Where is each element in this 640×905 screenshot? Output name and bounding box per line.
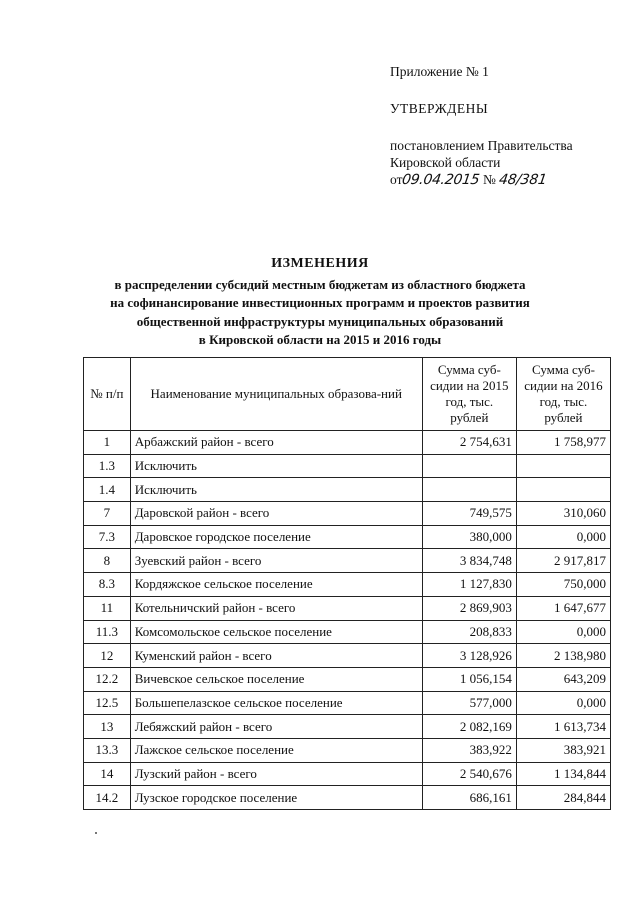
table-row — [84, 691, 611, 715]
document-title: ИЗМЕНЕНИЯ — [271, 256, 369, 271]
row-sum-2016: 310,060 — [516, 502, 610, 526]
row-number: 7.3 — [84, 525, 131, 549]
approved-label: УТВЕРЖДЕНЫ — [390, 101, 489, 116]
row-sum-2016: 750,000 — [516, 573, 610, 597]
table-row — [84, 667, 611, 691]
row-number: 8.3 — [84, 573, 131, 597]
table-row — [84, 786, 611, 810]
row-sum-2015: 2 082,169 — [422, 715, 516, 739]
row-number: 7 — [84, 502, 131, 526]
resolution-line-2: Кировской области — [390, 155, 501, 170]
row-name: Лузский район - всего — [130, 762, 422, 786]
table-row — [84, 644, 611, 668]
row-sum-2015: 1 056,154 — [422, 667, 516, 691]
header-num: № п/п — [84, 358, 131, 431]
row-name: Лажское сельское поселение — [130, 738, 422, 762]
table-row — [84, 525, 611, 549]
row-name: Вичевское сельское поселение — [130, 667, 422, 691]
row-sum-2015: 380,000 — [422, 525, 516, 549]
table-row — [84, 431, 611, 455]
title-line-2: на софинансирование инвестиционных программ и проектов развития — [110, 295, 530, 310]
table-row — [84, 738, 611, 762]
row-sum-2016 — [516, 478, 610, 502]
table-row — [84, 502, 611, 526]
title-line-1: в распределении субсидий местным бюджетам из областного бюджета — [114, 276, 526, 292]
row-name: Зуевский район - всего — [130, 549, 422, 573]
row-sum-2016: 2 917,817 — [516, 549, 610, 573]
table-row — [84, 454, 611, 478]
row-sum-2015: 383,922 — [422, 738, 516, 762]
header-name: Наименование муниципальных образова-ний — [130, 358, 422, 431]
row-sum-2016: 2 138,980 — [516, 644, 610, 668]
row-number: 11 — [84, 596, 131, 620]
handwritten-date: 09.04.2015 — [401, 172, 481, 188]
number-prefix: № — [483, 172, 496, 187]
row-sum-2015: 2 540,676 — [422, 762, 516, 786]
row-name: Котельничский район - всего — [130, 596, 422, 620]
row-sum-2016: 1 134,844 — [516, 762, 610, 786]
table-header-row — [84, 358, 611, 431]
row-number: 1 — [84, 431, 131, 455]
row-sum-2016: 0,000 — [516, 620, 610, 644]
row-sum-2015: 2 754,631 — [422, 431, 516, 455]
row-sum-2015: 686,161 — [422, 786, 516, 810]
approval-header — [390, 63, 630, 189]
row-name: Куменский район - всего — [130, 644, 422, 668]
row-sum-2015: 577,000 — [422, 691, 516, 715]
title-line-4: в Кировской области на 2015 и 2016 годы — [198, 332, 442, 347]
row-sum-2015: 1 127,830 — [422, 573, 516, 597]
scan-dot — [95, 832, 97, 834]
row-name: Большепелазское сельское поселение — [130, 691, 422, 715]
row-sum-2016: 0,000 — [516, 691, 610, 715]
header-sum-2016: Сумма суб-сидии на 2016 год, тыс. рублей — [516, 358, 610, 431]
row-sum-2016: 0,000 — [516, 525, 610, 549]
table-row — [84, 549, 611, 573]
document-title-block — [0, 255, 640, 350]
row-name: Исключить — [130, 454, 422, 478]
row-name: Лебяжский район - всего — [130, 715, 422, 739]
row-number: 11.3 — [84, 620, 131, 644]
row-name: Арбажский район - всего — [130, 431, 422, 455]
row-sum-2016: 1 613,734 — [516, 715, 610, 739]
row-sum-2016: 284,844 — [516, 786, 610, 810]
row-sum-2016: 1 758,977 — [516, 431, 610, 455]
row-name: Даровской район - всего — [130, 502, 422, 526]
table-row — [84, 762, 611, 786]
row-number: 12.5 — [84, 691, 131, 715]
row-number: 1.4 — [84, 478, 131, 502]
subsidy-table — [83, 357, 611, 810]
row-sum-2015: 3 834,748 — [422, 549, 516, 573]
row-sum-2015: 3 128,926 — [422, 644, 516, 668]
header-sum-2015: Сумма суб-сидии на 2015 год, тыс. рублей — [422, 358, 516, 431]
row-sum-2016: 383,921 — [516, 738, 610, 762]
row-sum-2015: 749,575 — [422, 502, 516, 526]
row-name: Лузское городское поселение — [130, 786, 422, 810]
resolution-line-1: постановлением Правительства — [390, 138, 573, 153]
row-sum-2015: 2 869,903 — [422, 596, 516, 620]
row-number: 14 — [84, 762, 131, 786]
row-sum-2016 — [516, 454, 610, 478]
table-row — [84, 478, 611, 502]
row-number: 8 — [84, 549, 131, 573]
table-row — [84, 715, 611, 739]
row-sum-2016: 643,209 — [516, 667, 610, 691]
date-prefix: от — [390, 172, 403, 187]
row-sum-2016: 1 647,677 — [516, 596, 610, 620]
row-name: Кордяжское сельское поселение — [130, 573, 422, 597]
table-row — [84, 573, 611, 597]
row-name: Комсомольское сельское поселение — [130, 620, 422, 644]
handwritten-number: 48/381 — [498, 172, 548, 188]
table-body — [84, 431, 611, 810]
row-number: 14.2 — [84, 786, 131, 810]
table-row — [84, 620, 611, 644]
row-name: Даровское городское поселение — [130, 525, 422, 549]
row-sum-2015 — [422, 478, 516, 502]
table-row — [84, 596, 611, 620]
row-number: 12.2 — [84, 667, 131, 691]
row-number: 13 — [84, 715, 131, 739]
row-number: 1.3 — [84, 454, 131, 478]
appendix-label: Приложение № 1 — [390, 64, 489, 79]
resolution-date-row — [390, 171, 630, 189]
title-line-3: общественной инфраструктуры муниципальных образований — [136, 313, 504, 329]
row-number: 12 — [84, 644, 131, 668]
row-number: 13.3 — [84, 738, 131, 762]
row-name: Исключить — [130, 478, 422, 502]
row-sum-2015 — [422, 454, 516, 478]
row-sum-2015: 208,833 — [422, 620, 516, 644]
